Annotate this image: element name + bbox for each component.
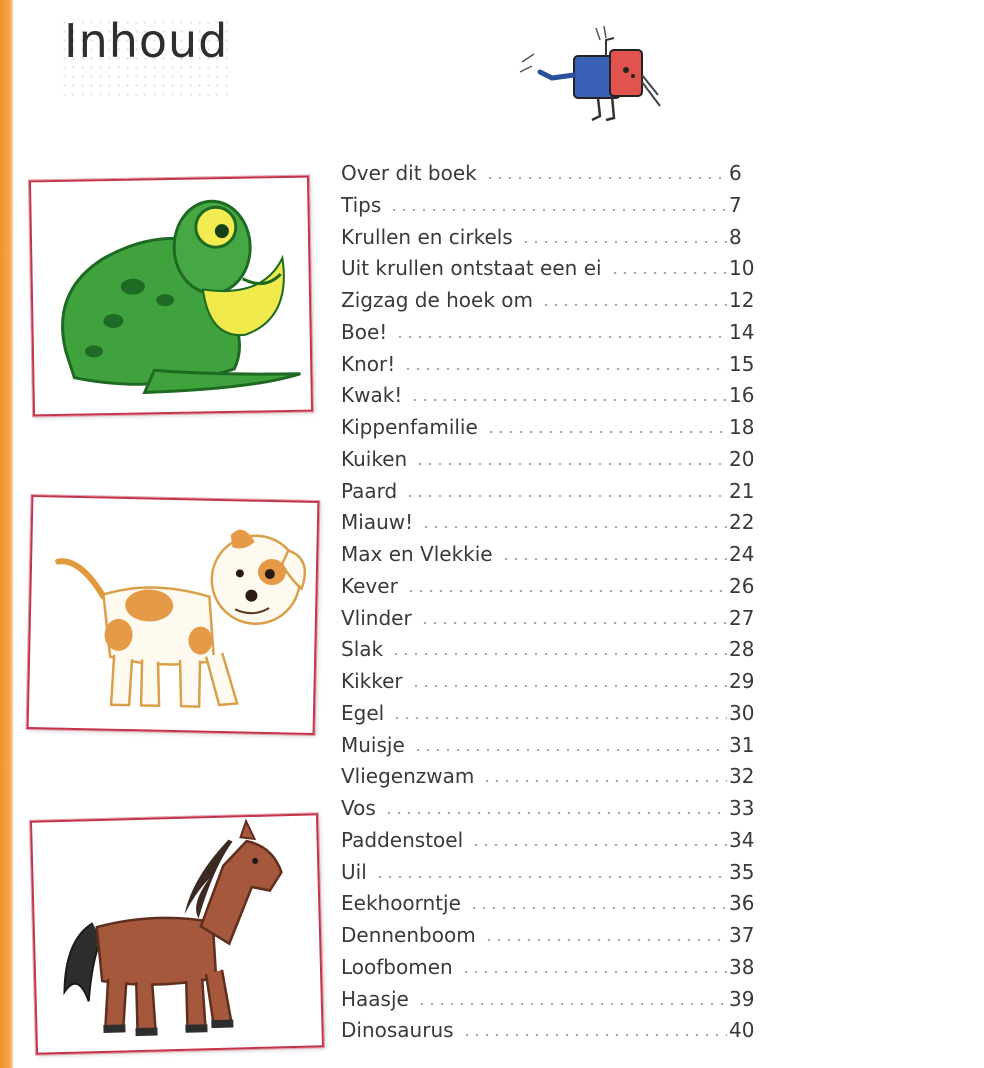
dog-icon (29, 497, 318, 733)
toc-entry-title: Kwak! (341, 383, 403, 408)
toc-entry-title: Slak (341, 637, 384, 662)
toc-entry-page-number: 8 (729, 224, 742, 249)
orange-page-edge (0, 0, 13, 1068)
dot-leader (484, 938, 727, 942)
toc-entry (341, 285, 761, 317)
dot-leader (482, 779, 727, 783)
horse-icon (32, 815, 322, 1052)
dot-leader (384, 811, 727, 815)
walking-robot-icon (514, 20, 664, 130)
toc-entry-page-number: 32 (729, 764, 755, 789)
toc-entry-page-number: 16 (729, 383, 755, 408)
toc-entry-title: Uil (341, 859, 367, 884)
toc-entry-page-number: 36 (729, 891, 755, 916)
toc-entry (341, 888, 761, 920)
toc-entry (341, 698, 761, 730)
toc-entry-page-number: 14 (729, 319, 755, 344)
dog-illustration-frame (27, 495, 320, 735)
toc-entry-title: Haasje (341, 986, 409, 1011)
toc-entry-page-number: 22 (729, 510, 755, 535)
toc-entry-title: Vliegenzwam (341, 764, 475, 789)
dot-leader (410, 398, 727, 402)
toc-entry (341, 253, 761, 285)
toc-entry (341, 825, 761, 857)
toc-entry (341, 507, 761, 539)
toc-entry-title: Kippenfamilie (341, 415, 478, 439)
toc-entry (341, 444, 761, 476)
toc-entry-page-number: 27 (729, 605, 755, 630)
toc-entry (341, 793, 761, 825)
dot-leader (501, 557, 727, 561)
toc-entry-page-number: 10 (729, 256, 755, 281)
toc-entry-title: Tips (341, 192, 382, 217)
dot-leader (389, 208, 727, 212)
toc-entry-title: Eekhoorntje (341, 891, 461, 916)
toc-entry-title: Uit krullen ontstaat een ei (341, 256, 602, 281)
toc-entry-page-number: 20 (729, 446, 755, 471)
dot-leader (415, 462, 727, 466)
toc-entry-page-number: 29 (729, 669, 755, 693)
toc-entry-page-number: 39 (729, 986, 755, 1011)
dot-leader (486, 430, 727, 434)
toc-entry (341, 349, 761, 381)
frog-icon (31, 178, 311, 415)
toc-entry-title: Vos (341, 796, 376, 820)
toc-entry (341, 190, 761, 222)
dot-leader (395, 335, 727, 339)
toc-entry-title: Zigzag de hoek om (341, 288, 533, 312)
toc-entry (341, 603, 761, 635)
toc-entry-title: Kuiken (341, 446, 408, 471)
toc-entry-page-number: 34 (729, 827, 755, 852)
dot-leader (417, 1002, 727, 1006)
toc-entry-page-number: 15 (729, 351, 755, 376)
dot-leader (375, 875, 727, 879)
toc-entry (341, 571, 761, 603)
toc-entry (341, 412, 761, 444)
toc-entry-title: Paddenstoel (341, 827, 464, 852)
toc-entry-title: Kikker (341, 669, 403, 693)
dot-leader (521, 240, 727, 244)
toc-entry-page-number: 37 (729, 923, 755, 947)
toc-entry-page-number: 40 (729, 1018, 755, 1043)
toc-entry-page-number: 18 (729, 415, 755, 439)
toc-entry-page-number: 7 (729, 192, 742, 217)
dot-leader (411, 684, 727, 688)
table-of-contents (341, 158, 761, 1047)
toc-entry-title: Dinosaurus (341, 1018, 454, 1043)
toc-entry (341, 730, 761, 762)
toc-entry (341, 476, 761, 508)
dot-leader (421, 525, 727, 529)
dot-leader (461, 970, 727, 974)
toc-entry-page-number: 33 (729, 796, 755, 820)
dot-leader (469, 906, 727, 910)
toc-entry-title: Loofbomen (341, 954, 453, 979)
toc-entry-page-number: 6 (729, 161, 742, 185)
toc-entry-page-number: 35 (729, 859, 755, 884)
toc-entry (341, 317, 761, 349)
toc-entry-title: Max en Vlekkie (341, 542, 493, 566)
toc-entry (341, 539, 761, 571)
toc-entry (341, 952, 761, 984)
dot-leader (406, 589, 727, 593)
toc-entry (341, 984, 761, 1016)
toc-entry-title: Miauw! (341, 510, 414, 535)
dot-leader (462, 1033, 727, 1037)
toc-entry-title: Egel (341, 700, 385, 725)
toc-entry-page-number: 38 (729, 954, 755, 979)
toc-entry (341, 666, 761, 698)
dot-leader (541, 303, 727, 307)
toc-entry-page-number: 12 (729, 288, 755, 312)
toc-entry-title: Knor! (341, 351, 396, 376)
dot-leader (485, 176, 727, 180)
toc-entry-title: Dennenboom (341, 923, 476, 947)
toc-entry-page-number: 30 (729, 700, 755, 725)
toc-entry (341, 222, 761, 254)
toc-entry-title: Paard (341, 478, 398, 503)
horse-illustration-frame (30, 813, 324, 1054)
toc-entry (341, 920, 761, 952)
dot-leader (610, 271, 727, 275)
toc-entry-title: Boe! (341, 319, 388, 344)
toc-entry-title: Over dit boek (341, 161, 477, 185)
toc-entry (341, 761, 761, 793)
toc-entry-page-number: 28 (729, 637, 755, 662)
dot-leader (413, 748, 727, 752)
toc-entry-page-number: 31 (729, 732, 755, 757)
toc-entry-title: Muisje (341, 732, 405, 757)
toc-entry (341, 158, 761, 190)
toc-entry-page-number: 24 (729, 542, 755, 566)
dot-leader (392, 716, 727, 720)
dot-leader (403, 367, 727, 371)
toc-entry-page-number: 21 (729, 478, 755, 503)
toc-entry-title: Kever (341, 573, 398, 598)
toc-entry (341, 380, 761, 412)
toc-entry (341, 857, 761, 889)
dot-leader (405, 494, 727, 498)
toc-entry-title: Vlinder (341, 605, 412, 630)
toc-entry (341, 1015, 761, 1047)
frog-illustration-frame (29, 176, 313, 417)
toc-entry (341, 634, 761, 666)
page-title: Inhoud (64, 14, 229, 68)
toc-entry-page-number: 26 (729, 573, 755, 598)
dot-leader (471, 843, 727, 847)
dot-leader (391, 652, 727, 656)
dot-leader (420, 621, 727, 625)
toc-entry-title: Krullen en cirkels (341, 224, 513, 249)
